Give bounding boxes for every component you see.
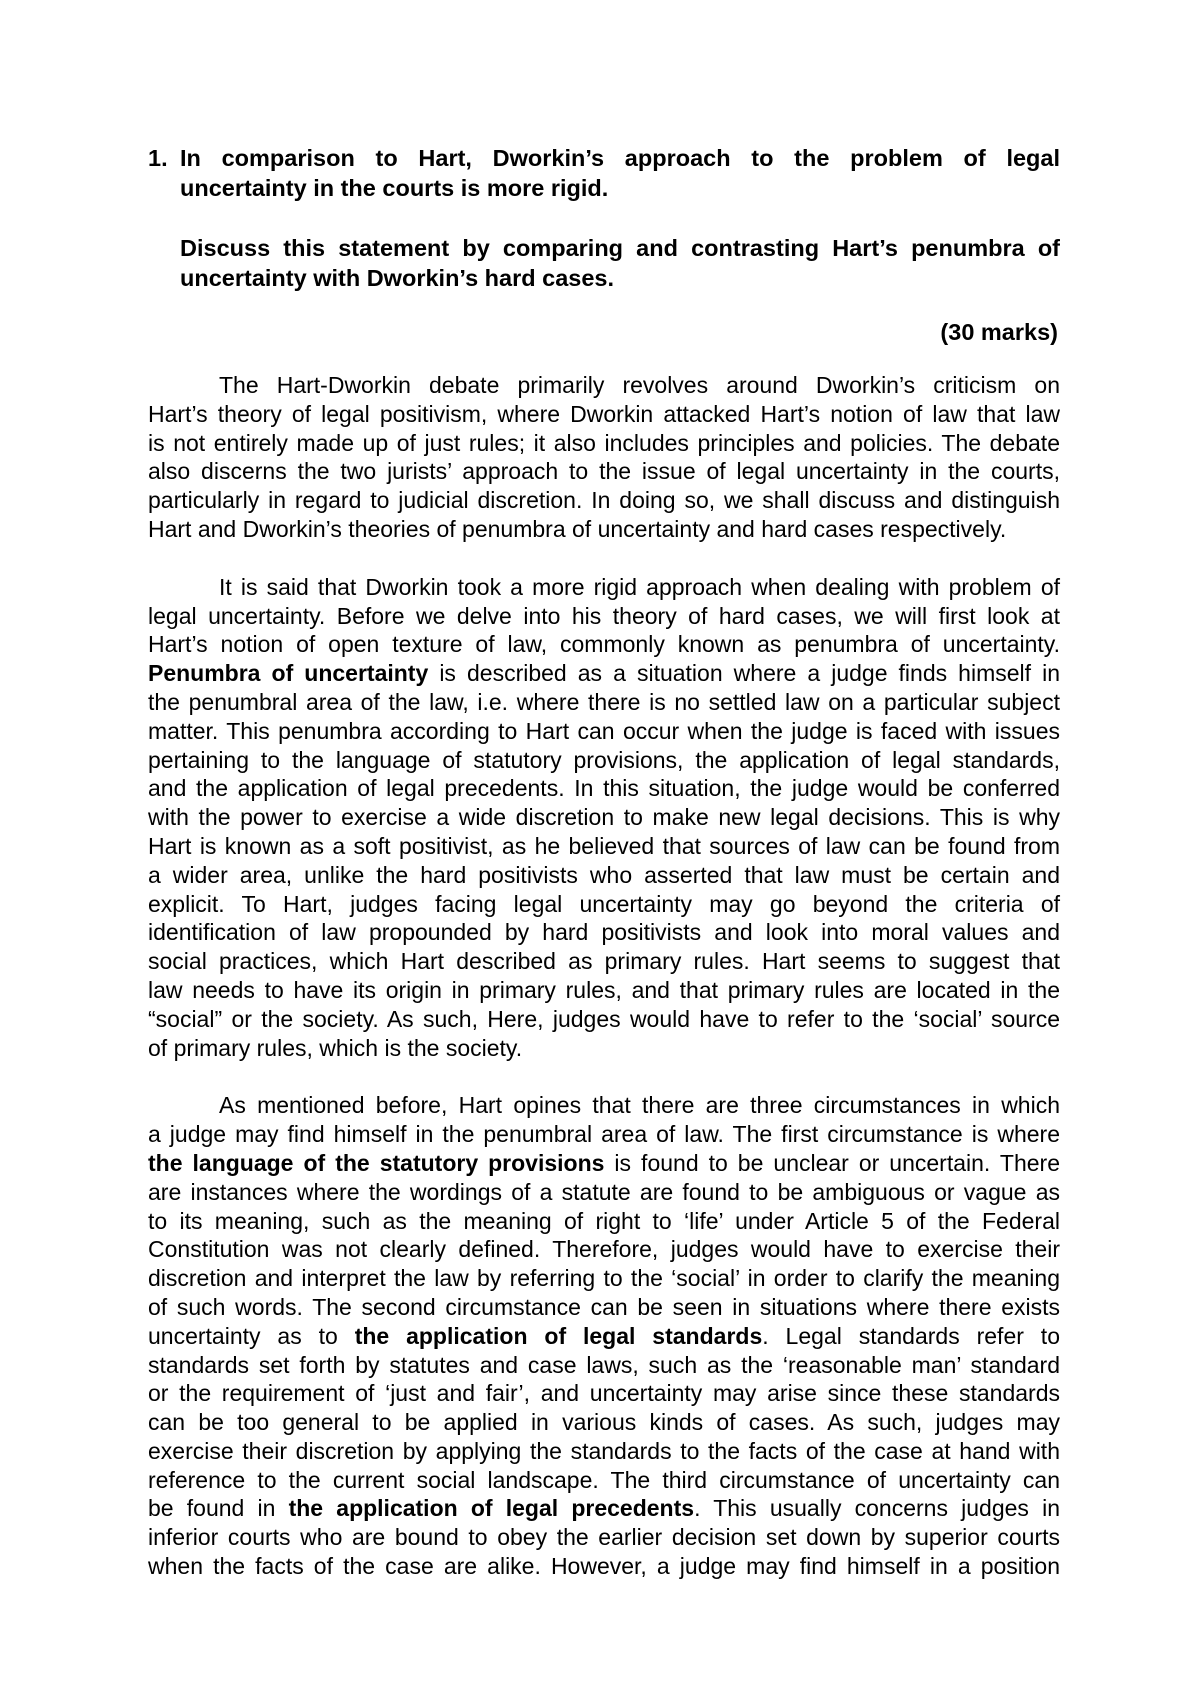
text-run: . This usually concerns judges in — [694, 1495, 1060, 1522]
paragraph-line — [148, 774, 1060, 803]
paragraph-line — [148, 1005, 1060, 1034]
paragraph-line — [148, 1034, 1060, 1063]
paragraph-line — [148, 832, 1060, 861]
text-run: a wider area, unlike the hard positivists who asserted that law must be certain and — [148, 861, 1060, 888]
text-run: is described as a situation where a judge finds himself in — [428, 660, 1060, 687]
text-run: discretion and interpret the law by referring to the ‘social’ in order to clarify the meaning — [148, 1265, 1060, 1292]
paragraph-line — [148, 1264, 1060, 1293]
paragraph-line — [148, 457, 1060, 486]
bold-term: the language of the statutory provisions — [148, 1149, 605, 1176]
text-run: reference to the current social landscape. The third circumstance of uncertainty can — [148, 1466, 1060, 1493]
text-run: pertaining to the language of statutory provisions, the application of legal standards, — [148, 746, 1060, 773]
text-run: is not entirely made up of just rules; it also includes principles and policies. The debate — [148, 429, 1060, 456]
text-run: inferior courts who are bound to obey the earlier decision set down by superior courts — [148, 1524, 1060, 1551]
paragraph-line — [148, 429, 1060, 458]
paragraph-line — [148, 659, 1060, 688]
text-run: Constitution was not clearly defined. Therefore, judges would have to exercise their — [148, 1236, 1060, 1263]
bold-term: the application of legal precedents — [288, 1495, 695, 1522]
text-run: “social” or the society. As such, Here, judges would have to refer to the ‘social’ source — [148, 1005, 1060, 1032]
text-run: identification of law propounded by hard positivists and look into moral values and — [148, 919, 1060, 946]
paragraph-line — [148, 1351, 1060, 1380]
text-run: uncertainty as to — [148, 1322, 355, 1349]
paragraph-line — [148, 1523, 1060, 1552]
text-run: are instances where the wordings of a statute are found to be ambiguous or vague as — [148, 1178, 1060, 1205]
essay-paragraph — [148, 371, 1060, 544]
paragraph-line — [148, 486, 1060, 515]
text-run: when the facts of the case are alike. However, a judge may find himself in a position — [148, 1553, 1060, 1580]
paragraph-line — [148, 1293, 1060, 1322]
paragraph-line — [148, 947, 1060, 976]
paragraph-line — [148, 1120, 1060, 1149]
essay-question — [148, 143, 1060, 293]
text-run: a judge may find himself in the penumbral area of law. The first circumstance is where — [148, 1121, 1060, 1148]
question-prompt-line: uncertainty in the courts is more rigid. — [180, 175, 609, 201]
paragraph-line — [148, 918, 1060, 947]
essay-body — [148, 371, 1060, 1610]
paragraph-line — [148, 803, 1060, 832]
paragraph-line — [148, 1207, 1060, 1236]
paragraph-line — [148, 861, 1060, 890]
text-run: with the power to exercise a wide discretion to make new legal decisions. This is why — [148, 804, 1060, 831]
paragraph-line — [148, 573, 1060, 602]
paragraph-line — [148, 1322, 1060, 1351]
text-run: and the application of legal precedents. In this situation, the judge would be conferred — [148, 775, 1060, 802]
text-run: law needs to have its origin in primary rules, and that primary rules are located in the — [148, 976, 1060, 1003]
paragraph-line — [148, 1437, 1060, 1466]
question-instruction-line: uncertainty with Dworkin’s hard cases. — [180, 265, 615, 291]
text-run: Hart’s notion of open texture of law, commonly known as penumbra of uncertainty. — [148, 631, 1060, 658]
text-run: social practices, which Hart described as primary rules. Hart seems to suggest that — [148, 948, 1060, 975]
text-run: of such words. The second circumstance can be seen in situations where there exists — [148, 1293, 1060, 1320]
text-run: It is said that Dworkin took a more rigid approach when dealing with problem of — [219, 573, 1060, 600]
text-run: Hart is known as a soft positivist, as he believed that sources of law can be found from — [148, 832, 1060, 859]
paragraph-line — [148, 1466, 1060, 1495]
paragraph-line — [148, 1494, 1060, 1523]
text-run: exercise their discretion by applying the standards to the facts of the case at hand with — [148, 1437, 1060, 1464]
paragraph-line — [148, 1149, 1060, 1178]
paragraph-line — [148, 746, 1060, 775]
paragraph-line — [148, 1408, 1060, 1437]
paragraph-line — [148, 1178, 1060, 1207]
paragraph-line — [148, 1379, 1060, 1408]
question-prompt-line: In comparison to Hart, Dworkin’s approach to the problem of legal — [180, 145, 1060, 171]
paragraph-line — [148, 1552, 1060, 1581]
paragraph-line — [148, 602, 1060, 631]
text-run: matter. This penumbra according to Hart can occur when the judge is faced with issues — [148, 717, 1060, 744]
text-run: As mentioned before, Hart opines that there are three circumstances in which — [219, 1092, 1060, 1119]
paragraph-line — [148, 717, 1060, 746]
text-run: particularly in regard to judicial discretion. In doing so, we shall discuss and distinguish — [148, 487, 1060, 514]
question-marks: (30 marks) — [940, 319, 1058, 345]
text-run: Hart and Dworkin’s theories of penumbra of uncertainty and hard cases respectively. — [148, 515, 1007, 542]
paragraph-line — [148, 688, 1060, 717]
paragraph-line — [148, 515, 1060, 544]
bold-term: Penumbra of uncertainty — [148, 660, 429, 687]
bold-term: the application of legal standards — [354, 1322, 763, 1349]
text-run: be found in — [148, 1495, 289, 1522]
essay-paragraph — [148, 573, 1060, 1063]
paragraph-line — [148, 1235, 1060, 1264]
question-number: 1. — [148, 145, 168, 171]
text-run: The Hart-Dworkin debate primarily revolves around Dworkin’s criticism on — [219, 372, 1060, 398]
paragraph-line — [148, 371, 1060, 400]
text-run: explicit. To Hart, judges facing legal uncertainty may go beyond the criteria of — [148, 890, 1060, 917]
text-run: standards set forth by statutes and case laws, such as the ‘reasonable man’ standard — [148, 1351, 1060, 1378]
text-run: legal uncertainty. Before we delve into his theory of hard cases, we will first look at — [148, 602, 1060, 629]
paragraph-line — [148, 890, 1060, 919]
text-run: also discerns the two jurists’ approach to the issue of legal uncertainty in the courts, — [148, 458, 1060, 485]
paragraph-line — [148, 1091, 1060, 1120]
paragraph-line — [148, 400, 1060, 429]
essay-paragraph — [148, 1091, 1060, 1581]
text-run: . Legal standards refer to — [762, 1322, 1060, 1349]
text-run: the penumbral area of the law, i.e. where there is no settled law on a particular subject — [148, 688, 1060, 715]
paragraph-line — [148, 630, 1060, 659]
text-run: of primary rules, which is the society. — [148, 1034, 523, 1061]
text-run: or the requirement of ‘just and fair’, and uncertainty may arise since these standards — [148, 1380, 1060, 1407]
text-run: Hart’s theory of legal positivism, where Dworkin attacked Hart’s notion of law that law — [148, 400, 1060, 427]
question-instruction-line: Discuss this statement by comparing and contrasting Hart’s penumbra of — [180, 235, 1060, 261]
paragraph-line — [148, 976, 1060, 1005]
text-run: to its meaning, such as the meaning of right to ‘life’ under Article 5 of the Federal — [148, 1207, 1060, 1234]
text-run: can be too general to be applied in various kinds of cases. As such, judges may — [148, 1409, 1060, 1436]
text-run: is found to be unclear or uncertain. There — [604, 1149, 1060, 1176]
